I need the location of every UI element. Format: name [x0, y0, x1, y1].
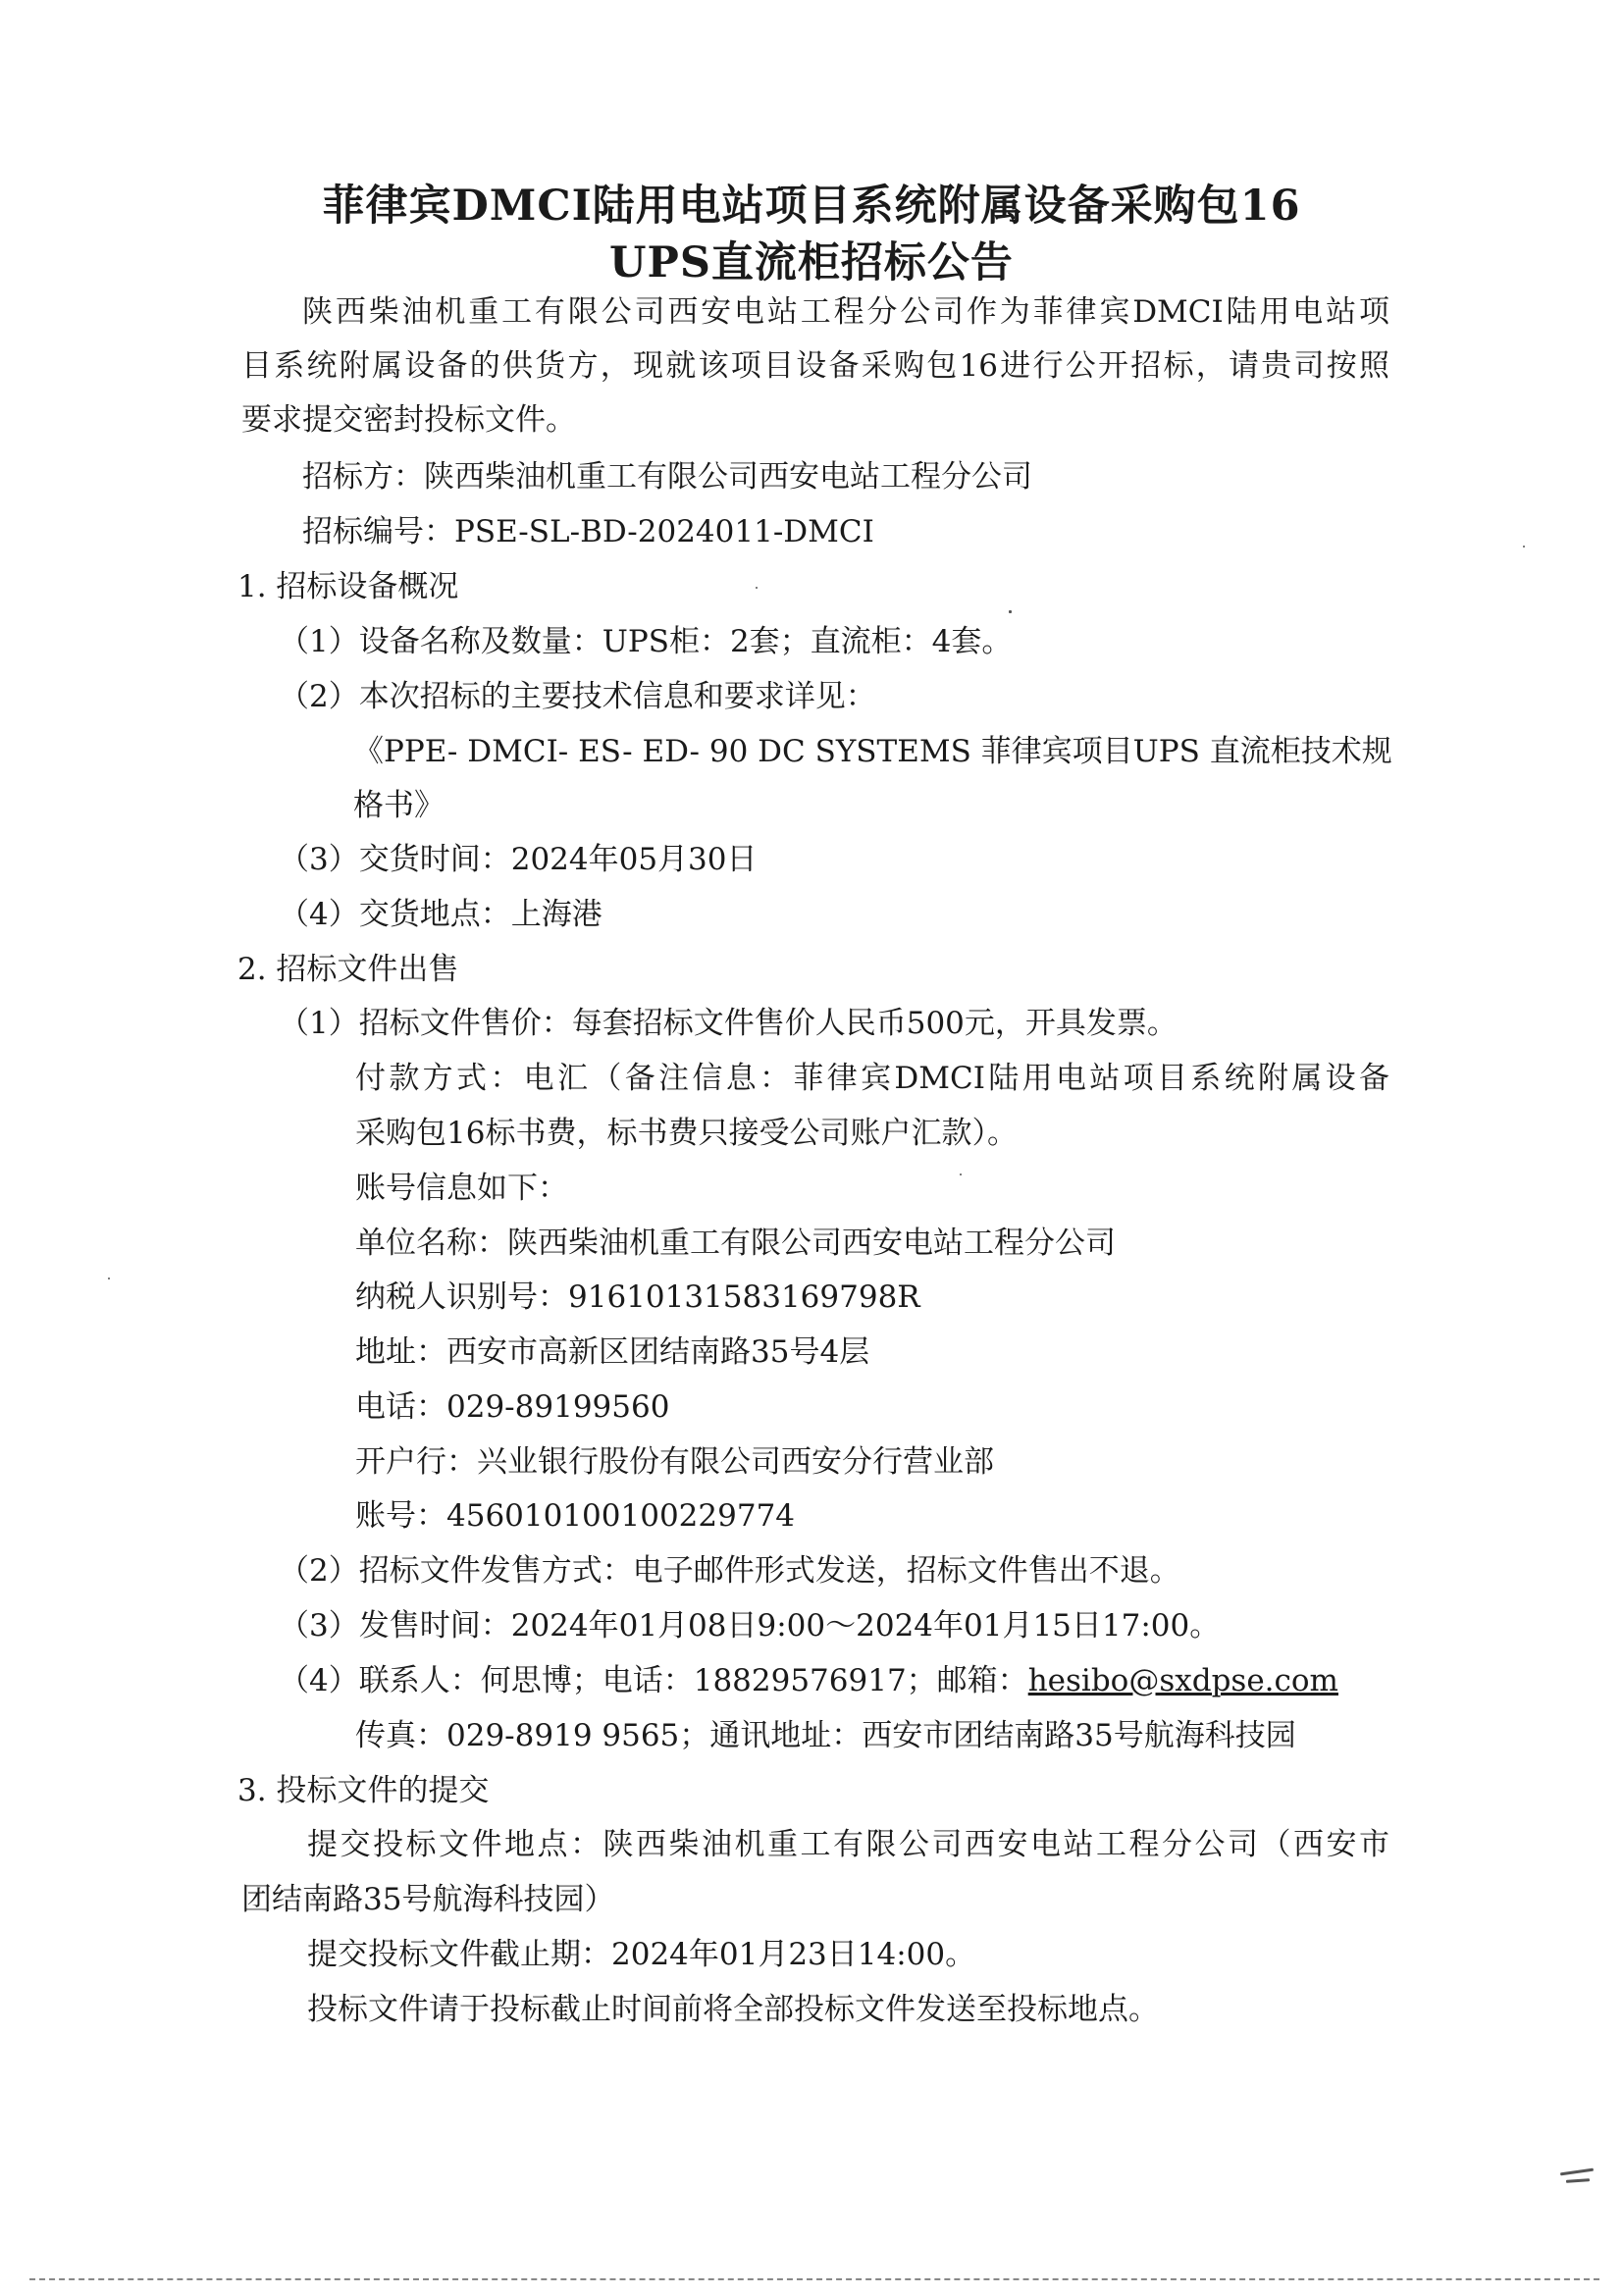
bank: 开户行：兴业银行股份有限公司西安分行营业部: [355, 1444, 994, 1480]
section-2-heading: 2. 招标文件出售: [237, 952, 459, 987]
bid-number: 招标编号：PSE-SL-BD-2024011-DMCI: [302, 514, 874, 549]
phone: 电话：029-89199560: [355, 1389, 670, 1425]
section-1-item-4: （4）交货地点：上海港: [279, 897, 602, 932]
spec-document-line-1: 《PPE- DMCI- ES- ED- 90 DC SYSTEMS 菲律宾项目UPS 直流柜技术规: [353, 734, 1392, 769]
section-1-item-1: （1）设备名称及数量：UPS柜：2套；直流柜：4套。: [279, 624, 1013, 659]
section-2-item-1: （1）招标文件售价：每套招标文件售价人民币500元，开具发票。: [279, 1006, 1178, 1041]
payment-line-2: 采购包16标书费，标书费只接受公司账户汇款）。: [355, 1116, 1018, 1151]
intro-line-3: 要求提交密封投标文件。: [241, 402, 576, 438]
section-2-item-4: [279, 1661, 1338, 1700]
account-info-label: 账号信息如下：: [355, 1171, 568, 1206]
intro-line-2: 目系统附属设备的供货方，现就该项目设备采购包16进行公开招标，请贵司按照: [241, 348, 1389, 384]
fax-and-address: 传真：029-8919 9565；通讯地址：西安市团结南路35号航海科技园: [355, 1718, 1296, 1753]
scan-mark: [1566, 2178, 1590, 2183]
tax-id: 纳税人识别号：91610131583169798R: [355, 1279, 920, 1315]
account-number: 账号：456010100100229774: [355, 1498, 796, 1534]
scan-speck: [960, 1174, 962, 1175]
bidder: 招标方：陕西柴油机重工有限公司西安电站工程分公司: [302, 459, 1032, 495]
submission-deadline: 提交投标文件截止期：2024年01月23日14:00。: [307, 1937, 976, 1972]
submission-note: 投标文件请于投标截止时间前将全部投标文件发送至投标地点。: [307, 1992, 1159, 2027]
payment-line-1: 付款方式：电汇（备注信息：菲律宾DMCI陆用电站项目系统附属设备: [355, 1061, 1389, 1096]
section-1-heading: 1. 招标设备概况: [237, 569, 459, 604]
submission-location-line-1: 提交投标文件地点：陕西柴油机重工有限公司西安电站工程分公司（西安市: [307, 1827, 1389, 1862]
unit-name: 单位名称：陕西柴油机重工有限公司西安电站工程分公司: [355, 1226, 1116, 1261]
section-1-item-2: （2）本次招标的主要技术信息和要求详见：: [279, 679, 876, 714]
spec-document-line-2: 格书》: [353, 788, 445, 823]
scan-speck: [1009, 610, 1012, 613]
scan-speck: [1523, 546, 1525, 548]
contact-email-link[interactable]: hesibo@sxdpse.com: [1027, 1663, 1338, 1698]
address: 地址：西安市高新区团结南路35号4层: [355, 1334, 870, 1370]
scan-mark: [1560, 2168, 1594, 2176]
document-title-line-2: UPS直流柜招标公告: [609, 238, 1014, 287]
section-2-item-2: （2）招标文件发售方式：电子邮件形式发送，招标文件售出不退。: [279, 1553, 1180, 1589]
scan-speck: [108, 1278, 110, 1279]
submission-location-line-2: 团结南路35号航海科技园）: [241, 1882, 615, 1917]
section-1-item-3: （3）交货时间：2024年05月30日: [279, 842, 758, 877]
contact-info: （4）联系人：何思博；电话：18829576917；邮箱：: [279, 1663, 1028, 1698]
section-2-item-3: （3）发售时间：2024年01月08日9:00～2024年01月15日17:00。: [279, 1608, 1221, 1644]
scan-speck: [756, 587, 758, 589]
section-3-heading: 3. 投标文件的提交: [237, 1773, 490, 1808]
document-title-line-1: 菲律宾DMCI陆用电站项目系统附属设备采购包16: [322, 182, 1301, 231]
intro-line-1: 陕西柴油机重工有限公司西安电站工程分公司作为菲律宾DMCI陆用电站项: [302, 294, 1389, 330]
scan-edge-line: [29, 2278, 1599, 2280]
